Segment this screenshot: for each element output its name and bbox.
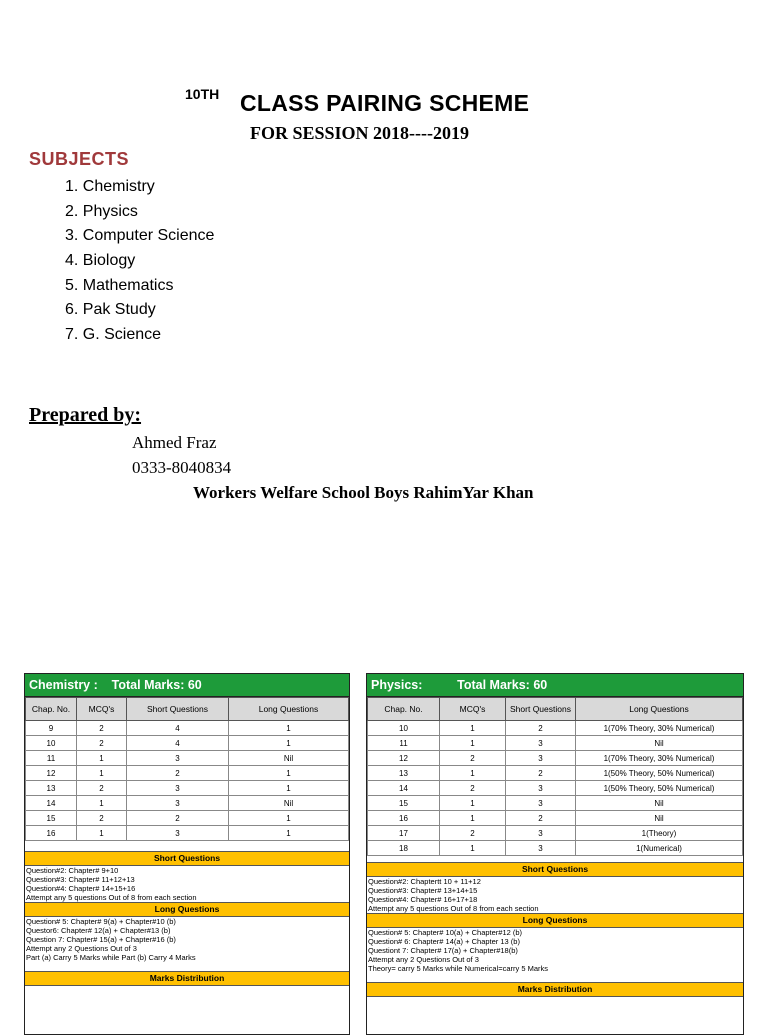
table-cell: 2 — [440, 751, 506, 766]
note-line: Question#4: Chapter# 14+15+16 — [26, 884, 136, 893]
table-cell: 1 — [77, 751, 127, 766]
table-row — [26, 751, 349, 766]
subject-item: 2. Physics — [65, 202, 138, 220]
subjects-list — [65, 177, 214, 350]
note-line: Question#4: Chapter# 16+17+18 — [368, 895, 478, 904]
column-header: MCQ's — [440, 698, 506, 721]
note-line: Theory= carry 5 Marks while Numerical=carry 5 Marks — [368, 964, 549, 973]
table-row — [26, 736, 349, 751]
table-cell: 2 — [77, 811, 127, 826]
table-cell: 18 — [368, 841, 440, 856]
table-cell: 14 — [26, 796, 77, 811]
marks-distribution-band: Marks Distribution — [25, 971, 349, 986]
table-cell: 15 — [26, 811, 77, 826]
column-header: Long Questions — [576, 698, 743, 721]
column-header: Long Questions — [229, 698, 349, 721]
table-header-row — [368, 698, 743, 721]
table-cell: 14 — [368, 781, 440, 796]
note-line: Question#2: Chaptertt 10 + 11+12 — [368, 877, 481, 886]
chemistry-short-notes — [25, 866, 349, 902]
table-cell: Nil — [576, 811, 743, 826]
table-cell: 2 — [506, 721, 576, 736]
table-row — [368, 766, 743, 781]
table-cell: 1 — [77, 826, 127, 841]
table-cell: 1 — [77, 796, 127, 811]
note-line: Part (a) Carry 5 Marks while Part (b) Carry 4 Marks — [26, 953, 196, 962]
table-row — [368, 796, 743, 811]
table-cell: 9 — [26, 721, 77, 736]
author-name: Ahmed Fraz — [132, 433, 217, 452]
chemistry-long-notes — [25, 917, 349, 962]
table-cell: Nil — [576, 796, 743, 811]
chemistry-rows — [26, 721, 349, 841]
table-cell: 4 — [127, 736, 229, 751]
long-questions-band: Long Questions — [367, 913, 743, 928]
table-row — [26, 766, 349, 781]
table-row — [368, 721, 743, 736]
table-row — [368, 781, 743, 796]
physics-rows — [368, 721, 743, 856]
table-cell: 3 — [506, 826, 576, 841]
table-cell: 1(Numerical) — [576, 841, 743, 856]
table-cell: 2 — [127, 766, 229, 781]
table-row — [26, 781, 349, 796]
table-row — [368, 841, 743, 856]
page-title: CLASS PAIRING SCHEME — [240, 90, 530, 116]
table-cell: 3 — [127, 781, 229, 796]
table-cell: 3 — [506, 751, 576, 766]
table-header-row — [26, 698, 349, 721]
note-line: Attempt any 5 questions Out of 8 from each section — [368, 904, 539, 913]
session-subtitle: FOR SESSION 2018----2019 — [250, 123, 470, 143]
table-cell: 1 — [229, 826, 349, 841]
table-cell: 3 — [506, 796, 576, 811]
column-header: Chap. No. — [368, 698, 440, 721]
note-line: Attempt any 2 Questions Out of 3 — [26, 944, 137, 953]
table-cell: 3 — [127, 826, 229, 841]
table-cell: 3 — [506, 841, 576, 856]
short-questions-band: Short Questions — [25, 851, 349, 866]
physics-long-notes — [367, 928, 743, 973]
table-cell: 13 — [368, 766, 440, 781]
physics-panel — [366, 673, 744, 1035]
table-cell: 11 — [368, 736, 440, 751]
table-row — [26, 811, 349, 826]
note-line: Question 7: Chapter# 15(a) + Chapter#16 (b) — [26, 935, 176, 944]
table-cell: 2 — [77, 736, 127, 751]
table-cell: 1(Theory) — [576, 826, 743, 841]
note-line: Questiont 7: Chapter# 17(a) + Chapter#18(b) — [368, 946, 518, 955]
table-cell: 3 — [127, 796, 229, 811]
physics-short-notes — [367, 877, 743, 913]
prepared-by-label: Prepared by: — [29, 404, 142, 426]
chemistry-panel — [24, 673, 350, 1035]
note-line: Question# 5: Chapter# 9(a) + Chapter#10 (b) — [26, 917, 176, 926]
table-cell: 1 — [229, 781, 349, 796]
marks-distribution-band: Marks Distribution — [367, 982, 743, 997]
table-cell: Nil — [229, 796, 349, 811]
table-cell: 1 — [440, 796, 506, 811]
table-cell: 1(50% Theory, 50% Numerical) — [576, 781, 743, 796]
table-cell: 12 — [368, 751, 440, 766]
table-cell: 2 — [506, 766, 576, 781]
note-line: Attempt any 2 Questions Out of 3 — [368, 955, 479, 964]
table-cell: Nil — [576, 736, 743, 751]
table-cell: 1(50% Theory, 50% Numerical) — [576, 766, 743, 781]
table-cell: 16 — [26, 826, 77, 841]
long-questions-band: Long Questions — [25, 902, 349, 917]
table-cell: 1 — [440, 766, 506, 781]
table-cell: 1 — [440, 721, 506, 736]
note-line: Question# 6: Chapter# 14(a) + Chapter 13 (b) — [368, 937, 520, 946]
note-line: Question#3: Chapter# 11+12+13 — [26, 875, 135, 884]
column-header: Short Questions — [506, 698, 576, 721]
table-row — [368, 751, 743, 766]
table-cell: 10 — [368, 721, 440, 736]
note-line: Question# 5: Chapter# 10(a) + Chapter#12 (b) — [368, 928, 523, 937]
table-cell: 11 — [26, 751, 77, 766]
table-cell: 16 — [368, 811, 440, 826]
short-questions-band: Short Questions — [367, 862, 743, 877]
table-cell: 1 — [229, 766, 349, 781]
column-header: Chap. No. — [26, 698, 77, 721]
column-header: Short Questions — [127, 698, 229, 721]
table-cell: 2 — [506, 811, 576, 826]
note-line: Attempt any 5 questions Out of 8 from each section — [26, 893, 197, 902]
table-row — [368, 736, 743, 751]
column-header: MCQ's — [77, 698, 127, 721]
table-cell: 13 — [26, 781, 77, 796]
note-line: Question#2: Chapter# 9+10 — [26, 866, 119, 875]
physics-header: Physics: Total Marks: 60 — [367, 674, 743, 697]
note-line: Question#3: Chapter# 13+14+15 — [368, 886, 478, 895]
table-cell: Nil — [229, 751, 349, 766]
table-cell: 1 — [440, 841, 506, 856]
chemistry-header: Chemistry : Total Marks: 60 — [25, 674, 349, 697]
table-cell: 1 — [440, 736, 506, 751]
table-cell: 2 — [127, 811, 229, 826]
table-cell: 1(70% Theory, 30% Numerical) — [576, 751, 743, 766]
table-cell: 2 — [440, 781, 506, 796]
table-cell: 2 — [440, 826, 506, 841]
table-row — [368, 811, 743, 826]
subject-item: 6. Pak Study — [65, 301, 156, 319]
table-cell: 3 — [506, 736, 576, 751]
note-line: Questor6: Chapter# 12(a) + Chapter#13 (b) — [26, 926, 171, 935]
table-cell: 1(70% Theory, 30% Numerical) — [576, 721, 743, 736]
school-name: Workers Welfare School Boys RahimYar Khan — [193, 483, 534, 502]
table-cell: 2 — [77, 781, 127, 796]
table-row — [368, 826, 743, 841]
physics-table — [367, 697, 743, 856]
table-cell: 1 — [229, 721, 349, 736]
table-cell: 1 — [440, 811, 506, 826]
table-cell: 4 — [127, 721, 229, 736]
table-cell: 3 — [127, 751, 229, 766]
table-row — [26, 826, 349, 841]
subjects-heading: SUBJECTS — [29, 149, 130, 169]
table-cell: 1 — [229, 811, 349, 826]
subject-item: 3. Computer Science — [65, 227, 215, 245]
chemistry-table — [25, 697, 349, 841]
table-cell: 3 — [506, 781, 576, 796]
subject-item: 4. Biology — [65, 252, 136, 270]
author-phone: 0333-8040834 — [132, 458, 232, 477]
table-cell: 1 — [77, 766, 127, 781]
subject-item: 5. Mathematics — [65, 276, 174, 294]
table-cell: 10 — [26, 736, 77, 751]
table-row — [26, 721, 349, 736]
title-superscript: 10TH — [185, 86, 220, 102]
table-cell: 12 — [26, 766, 77, 781]
table-cell: 1 — [229, 736, 349, 751]
table-cell: 15 — [368, 796, 440, 811]
subject-item: 1. Chemistry — [65, 178, 155, 195]
subject-item: 7. G. Science — [65, 326, 162, 344]
table-cell: 17 — [368, 826, 440, 841]
table-cell: 2 — [77, 721, 127, 736]
table-row — [26, 796, 349, 811]
